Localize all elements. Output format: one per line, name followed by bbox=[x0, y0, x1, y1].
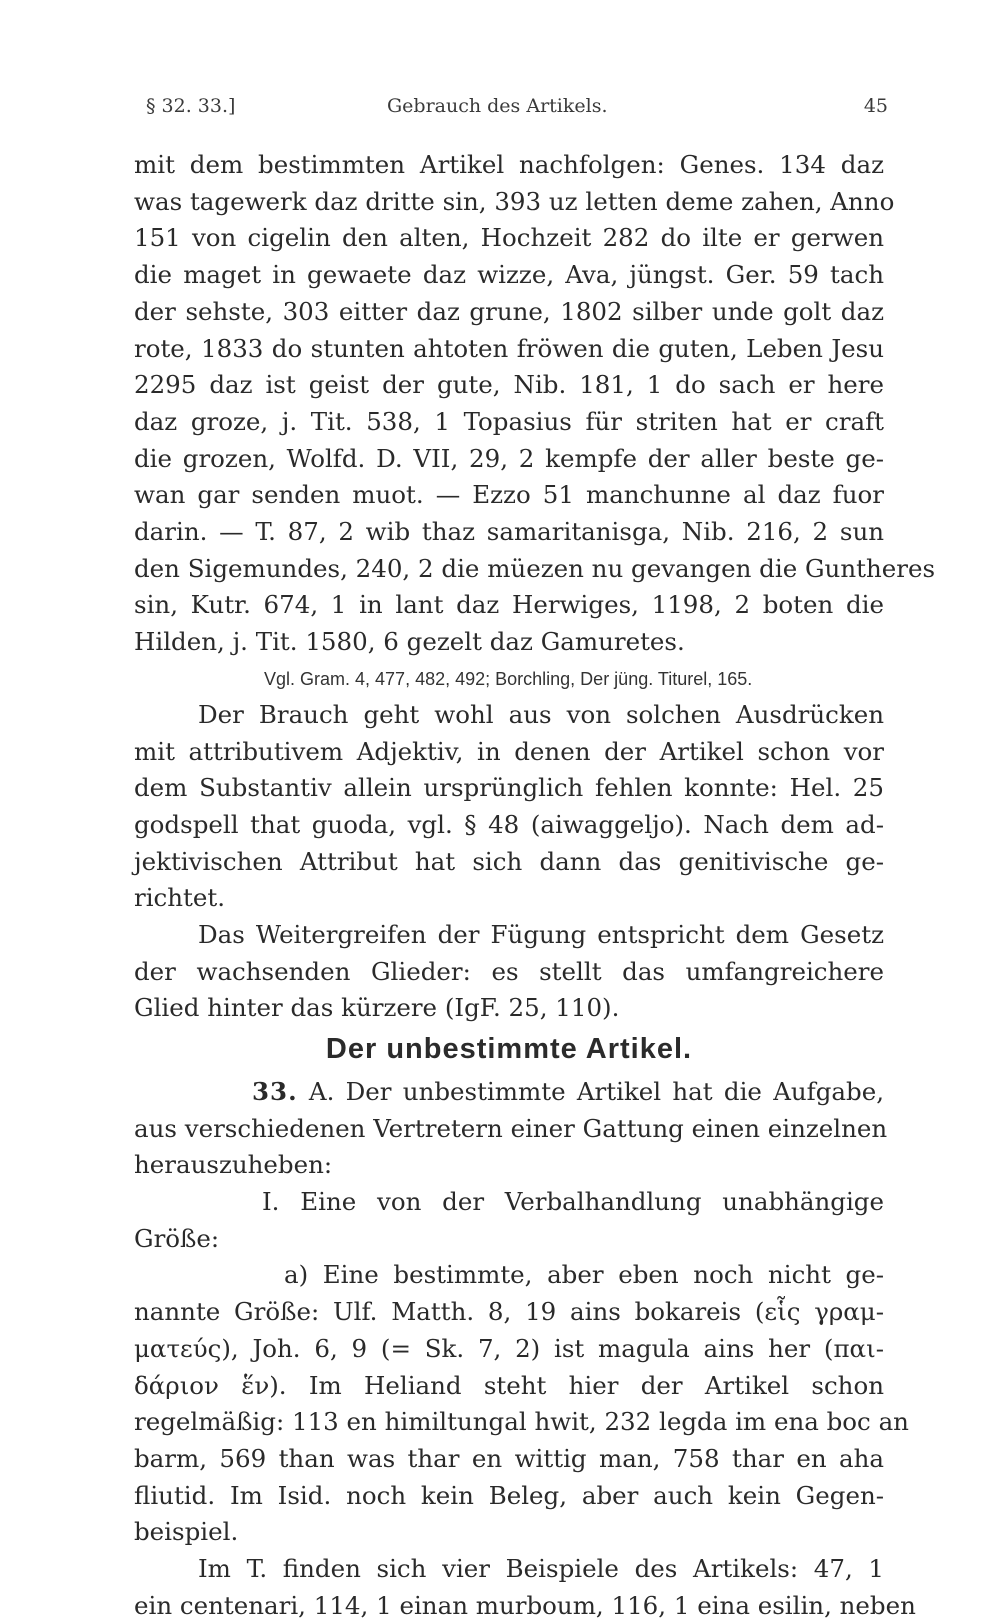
text-line: aus verschiedenen Vertretern einer Gattung einen einzelnen bbox=[134, 1113, 888, 1143]
section-reference: § 32. 33.] bbox=[146, 95, 236, 117]
text-line: I. Eine von der Verbalhandlung unabhängige bbox=[262, 1186, 884, 1216]
text-line: den Sigemundes, 240, 2 die müezen nu gevangen die Guntheres bbox=[134, 553, 936, 583]
text-line: darin. — T. 87, 2 wib thaz samaritanisga, Nib. 216, 2 sun bbox=[134, 517, 884, 547]
text-line: ματεύς), Joh. 6, 9 (= Sk. 7, 2) ist magula ains her (παι- bbox=[134, 1333, 884, 1363]
text-line: der wachsenden Glieder: es stellt das umfangreichere bbox=[134, 956, 884, 986]
running-header bbox=[132, 95, 888, 125]
text-line: Größe: bbox=[134, 1223, 220, 1253]
text-line: Im T. finden sich vier Beispiele des Artikels: 47, 1 bbox=[198, 1554, 884, 1584]
vgl-reference: Vgl. Gram. 4, 477, 482, 492; Borchling, Der jüng. Titurel, 165. bbox=[264, 668, 753, 689]
text-line: die grozen, Wolfd. D. VII, 29, 2 kempfe der aller beste ge- bbox=[134, 443, 884, 473]
text-line: der sehste, 303 eitter daz grune, 1802 silber unde golt daz bbox=[134, 296, 884, 326]
text-line: rote, 1833 do stunten ahtoten fröwen die guten, Leben Jesu bbox=[134, 333, 884, 363]
text-line: fliutid. Im Isid. noch kein Beleg, aber auch kein Gegen- bbox=[134, 1480, 884, 1510]
text-line: ein centenari, 114, 1 einan murboum, 116, 1 eina esilin, neben bbox=[134, 1590, 916, 1620]
text-line: beispiel. bbox=[134, 1517, 239, 1547]
text-line bbox=[134, 1074, 884, 1111]
paragraph-roman-one bbox=[134, 1184, 884, 1257]
section-number: 33. bbox=[252, 1076, 298, 1106]
paragraph-brauch bbox=[134, 697, 884, 917]
text-line: δάριον ἕν). Im Heliand steht hier der Artikel schon bbox=[134, 1370, 884, 1400]
text-line-content: A. Der unbestimmte Artikel hat die Aufgabe, bbox=[308, 1076, 884, 1106]
paragraph-weitergreifen bbox=[134, 917, 884, 1027]
text-line: was tagewerk daz dritte sin, 393 uz letten deme zahen, Anno bbox=[134, 186, 895, 216]
page-number: 45 bbox=[863, 95, 888, 117]
paragraph-examples bbox=[134, 147, 936, 661]
text-line: Der Brauch geht wohl aus von solchen Ausdrücken bbox=[198, 699, 884, 729]
text-line: godspell that guoda, vgl. § 48 (aiwaggeljo). Nach dem ad- bbox=[134, 809, 884, 839]
text-line: Hilden, j. Tit. 1580, 6 gezelt daz Gamuretes. bbox=[134, 627, 685, 657]
paragraph-section-33 bbox=[134, 1074, 888, 1184]
text-line: a) Eine bestimmte, aber eben noch nicht ge- bbox=[284, 1260, 884, 1290]
running-title: Gebrauch des Artikels. bbox=[387, 95, 608, 117]
text-line: 2295 daz ist geist der gute, Nib. 181, 1 do sach er here bbox=[134, 370, 884, 400]
text-line: dem Substantiv allein ursprünglich fehlen konnte: Hel. 25 bbox=[134, 773, 884, 803]
paragraph-tatian bbox=[134, 1551, 916, 1624]
text-line: sin, Kutr. 674, 1 in lant daz Herwiges, 1198, 2 boten die bbox=[134, 590, 884, 620]
text-line: mit dem bestimmten Artikel nachfolgen: Genes. 134 daz bbox=[134, 150, 884, 179]
text-line: jektivischen Attribut hat sich dann das genitivische ge- bbox=[134, 846, 884, 876]
text-line: wan gar senden muot. — Ezzo 51 manchunne al daz fuor bbox=[134, 480, 884, 510]
text-line: barm, 569 than was thar en wittig man, 758 thar en aha bbox=[134, 1443, 884, 1473]
text-line: richtet. bbox=[134, 883, 226, 913]
paragraph-a bbox=[134, 1257, 909, 1551]
text-line: mit attributivem Adjektiv, in denen der Artikel schon vor bbox=[134, 736, 884, 766]
text-line: regelmäßig: 113 en himiltungal hwit, 232 legda im ena boc an bbox=[134, 1407, 909, 1437]
text-line: Das Weitergreifen der Fügung entspricht dem Gesetz bbox=[198, 920, 884, 950]
text-line: daz groze, j. Tit. 538, 1 Topasius für striten hat er craft bbox=[134, 406, 884, 436]
text-line: herauszuheben: bbox=[134, 1150, 333, 1180]
page-body bbox=[134, 147, 936, 1624]
text-line: nannte Größe: Ulf. Matth. 8, 19 ains bokareis (εἷς γραμ- bbox=[134, 1297, 884, 1327]
text-line: die maget in gewaete daz wizze, Ava, jüngst. Ger. 59 tach bbox=[134, 260, 884, 290]
text-line: Glied hinter das kürzere (IgF. 25, 110). bbox=[134, 993, 620, 1023]
text-line: 151 von cigelin den alten, Hochzeit 282 do ilte er gerwen bbox=[134, 223, 884, 253]
section-heading: Der unbestimmte Artikel. bbox=[325, 1033, 693, 1066]
